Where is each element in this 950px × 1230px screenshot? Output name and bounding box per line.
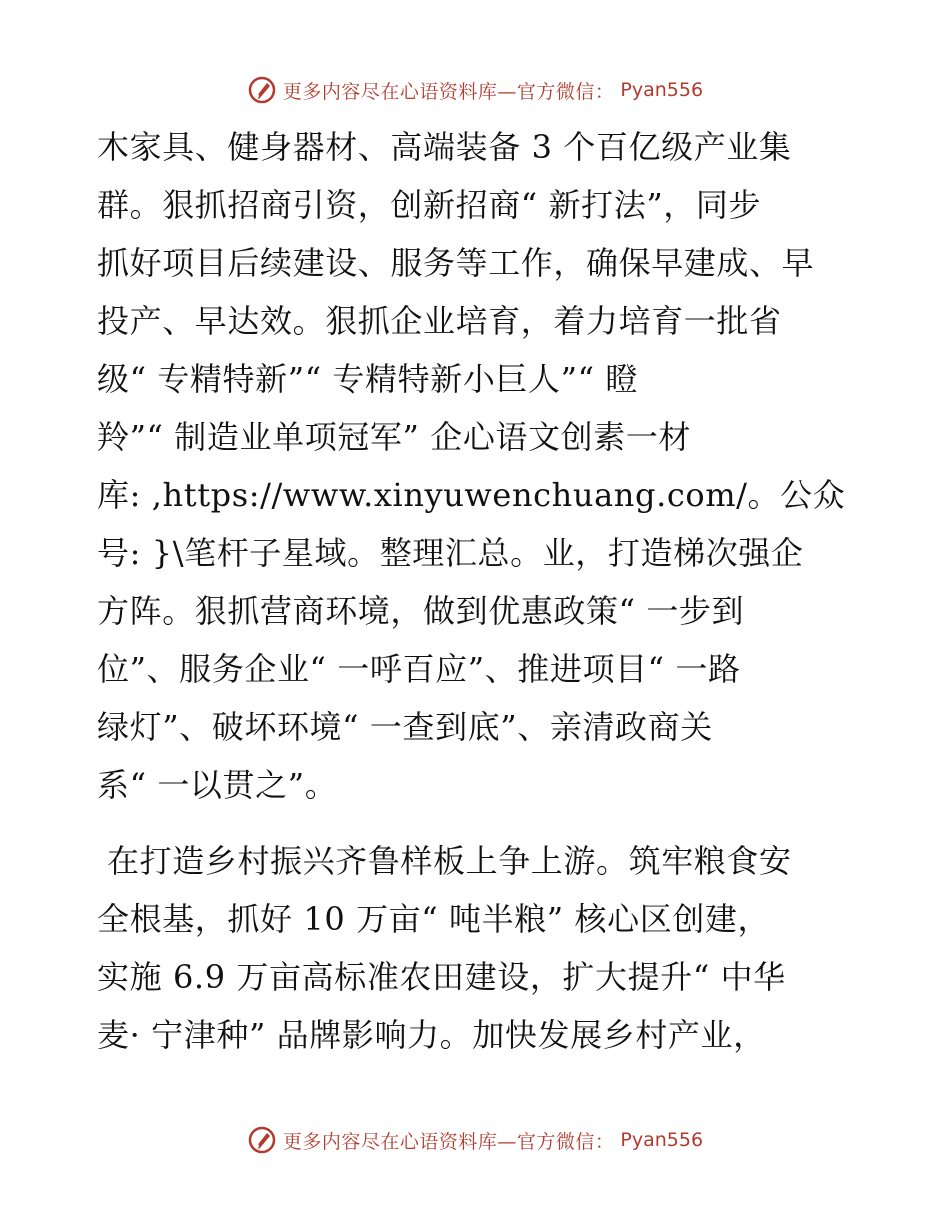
text-line: 群。狠抓招商引资，创新招商“ 新打法”，同步 [97,186,762,224]
text-line: 系“ 一以贯之”。 [97,766,338,804]
paragraph-1 [97,118,857,814]
pen-nib-circle-icon [247,75,277,105]
paragraph-gap [97,814,857,832]
footer-banner-text: 更多内容尽在心语资料库—官方微信： [282,1130,615,1153]
text-line: 麦· 宁津种” 品牌影响力。加快发展乡村产业， [97,1016,766,1054]
paragraph-2 [97,832,857,1064]
document-body [97,118,857,1064]
footer-banner [0,1120,950,1160]
text-line: 库: ,https://www.xinyuwenchuang.com/。公众 [97,476,846,514]
text-line: 羚”“ 制造业单项冠军” 企心语文创素一材 [97,418,692,456]
text-line: 位”、服务企业“ 一呼百应”、推进项目“ 一路 [97,650,741,688]
header-banner-text: 更多内容尽在心语资料库—官方微信： [282,80,615,103]
text-line: 投产、早达效。狠抓企业培育，着力培育一批省 [97,302,782,340]
text-line: 在打造乡村振兴齐鲁样板上争上游。筑牢粮食安 [107,842,792,880]
text-line: 全根基，抓好 10 万亩“ 吨半粮” 核心区创建， [97,900,771,938]
text-line: 抓好项目后续建设、服务等工作，确保早建成、早 [97,244,815,282]
text-line: 木家具、健身器材、高端装备 3 个百亿级产业集 [97,128,792,166]
pen-nib-circle-icon [247,1125,277,1155]
header-banner [0,70,950,110]
text-line: 方阵。狠抓营商环境，做到优惠政策“ 一步到 [97,592,745,630]
header-banner-wechat-id: Pyan556 [620,79,704,101]
text-line: 绿灯”、破坏环境“ 一查到底”、亲清政商关 [97,708,713,746]
text-line: 号: }\笔杆子星域。整理汇总。业，打造梯次强企 [97,534,804,572]
footer-banner-wechat-id: Pyan556 [620,1129,704,1151]
text-line: 实施 6.9 万亩高标准农田建设，扩大提升“ 中华 [97,958,786,996]
text-line: 级“ 专精特新”“ 专精特新小巨人”“ 瞪 [97,360,638,398]
